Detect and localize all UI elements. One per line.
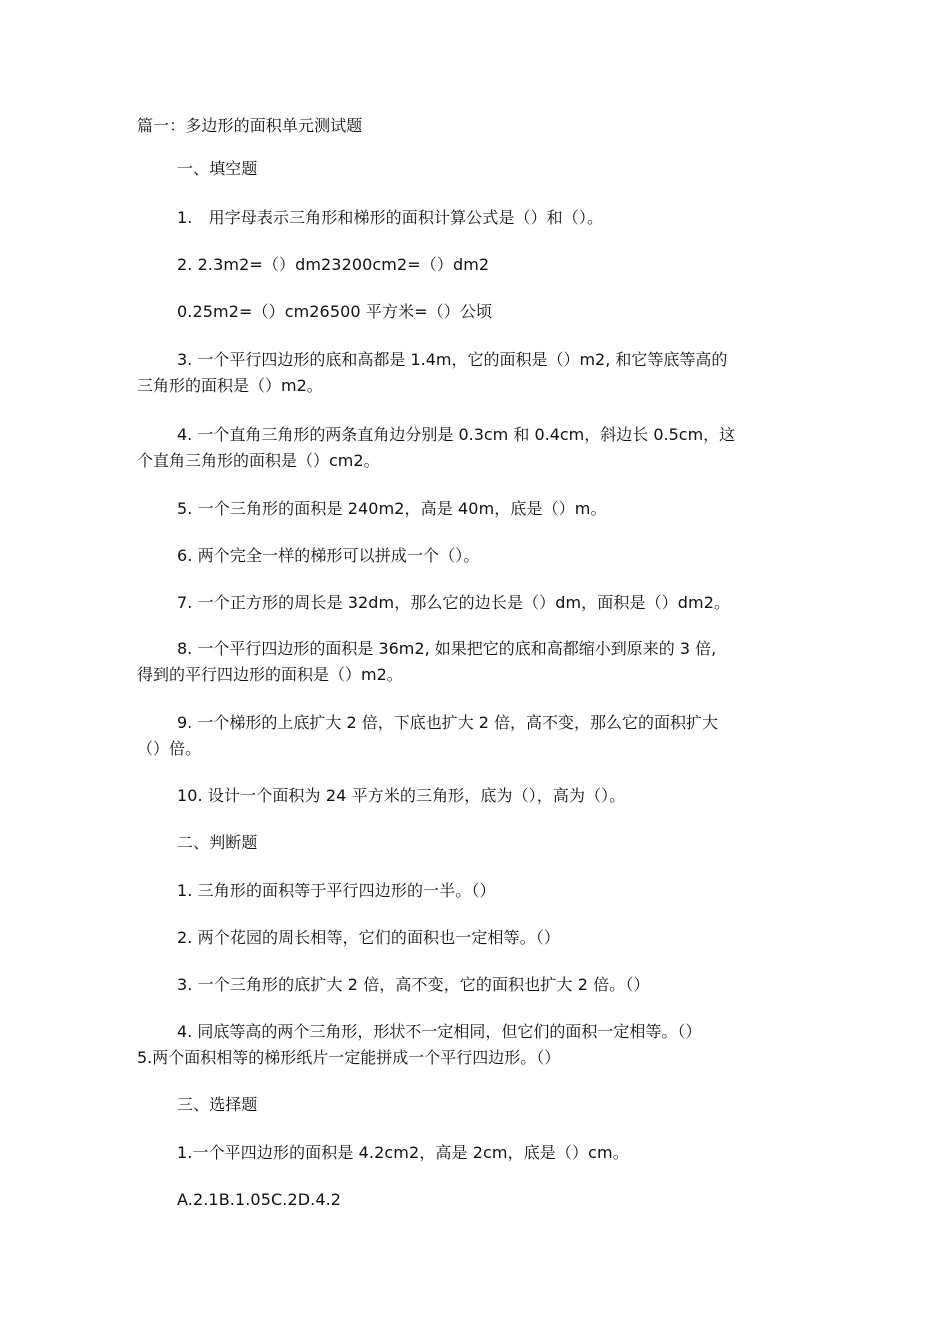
- judge-question-4-5: [137, 1019, 701, 1071]
- judge-question-3: 3. 一个三角形的底扩大 2 倍，高不变，它的面积也扩大 2 倍。（）: [177, 975, 650, 994]
- fill-question-4: [137, 422, 735, 474]
- choice-question-1: 1.一个平四边形的面积是 4.2cm2，高是 2cm，底是（）cm。: [177, 1143, 629, 1162]
- fill-question-9-line-1: 9. 一个梯形的上底扩大 2 倍，下底也扩大 2 倍，高不变，那么它的面积扩大: [177, 713, 719, 732]
- fill-question-2-continued: 0.25m2=（）cm26500 平方米=（）公顷: [177, 302, 493, 321]
- fill-question-7: 7. 一个正方形的周长是 32dm，那么它的边长是（）dm，面积是（）dm2。: [177, 593, 731, 612]
- fill-question-4-line-1: 4. 一个直角三角形的两条直角边分别是 0.3cm 和 0.4cm，斜边长 0.5cm，这: [177, 425, 736, 444]
- fill-question-6: 6. 两个完全一样的梯形可以拼成一个（）。: [177, 546, 480, 565]
- fill-question-5: 5. 一个三角形的面积是 240m2，高是 40m，底是（）m。: [177, 499, 607, 518]
- fill-question-8-line-2: 得到的平行四边形的面积是（）m2。: [137, 665, 403, 684]
- fill-question-10: 10. 设计一个面积为 24 平方米的三角形，底为（），高为（）。: [177, 786, 626, 805]
- section-heading-fill: 一、填空题: [177, 159, 258, 178]
- fill-question-2: 2. 2.3m2=（）dm23200cm2=（）dm2: [177, 255, 490, 274]
- fill-question-4-line-2: 个直角三角形的面积是（）cm2。: [137, 451, 380, 470]
- fill-question-1: 1. 用字母表示三角形和梯形的面积计算公式是（）和（）。: [177, 208, 604, 227]
- choice-question-1-options: A.2.1B.1.05C.2D.4.2: [177, 1190, 342, 1209]
- judge-question-4: 4. 同底等高的两个三角形，形状不一定相同，但它们的面积一定相等。（）: [177, 1022, 702, 1041]
- fill-question-9: [137, 710, 718, 762]
- section-heading-judge: 二、判断题: [177, 833, 258, 852]
- judge-question-5: 5.两个面积相等的梯形纸片一定能拼成一个平行四边形。（）: [137, 1048, 561, 1067]
- judge-question-1: 1. 三角形的面积等于平行四边形的一半。（）: [177, 881, 496, 900]
- fill-question-3: [137, 347, 727, 399]
- doc-title: 篇一：多边形的面积单元测试题: [137, 116, 363, 135]
- fill-question-8-line-1: 8. 一个平行四边形的面积是 36m2, 如果把它的底和高都缩小到原来的 3 倍,: [177, 639, 717, 658]
- fill-question-3-line-1: 3. 一个平行四边形的底和高都是 1.4m，它的面积是（）m2, 和它等底等高的: [177, 350, 728, 369]
- fill-question-3-line-2: 三角形的面积是（）m2。: [137, 376, 323, 395]
- fill-question-8: [137, 636, 716, 688]
- section-heading-choice: 三、选择题: [177, 1095, 258, 1114]
- fill-question-9-line-2: （）倍。: [137, 739, 202, 758]
- judge-question-2: 2. 两个花园的周长相等，它们的面积也一定相等。（）: [177, 928, 560, 947]
